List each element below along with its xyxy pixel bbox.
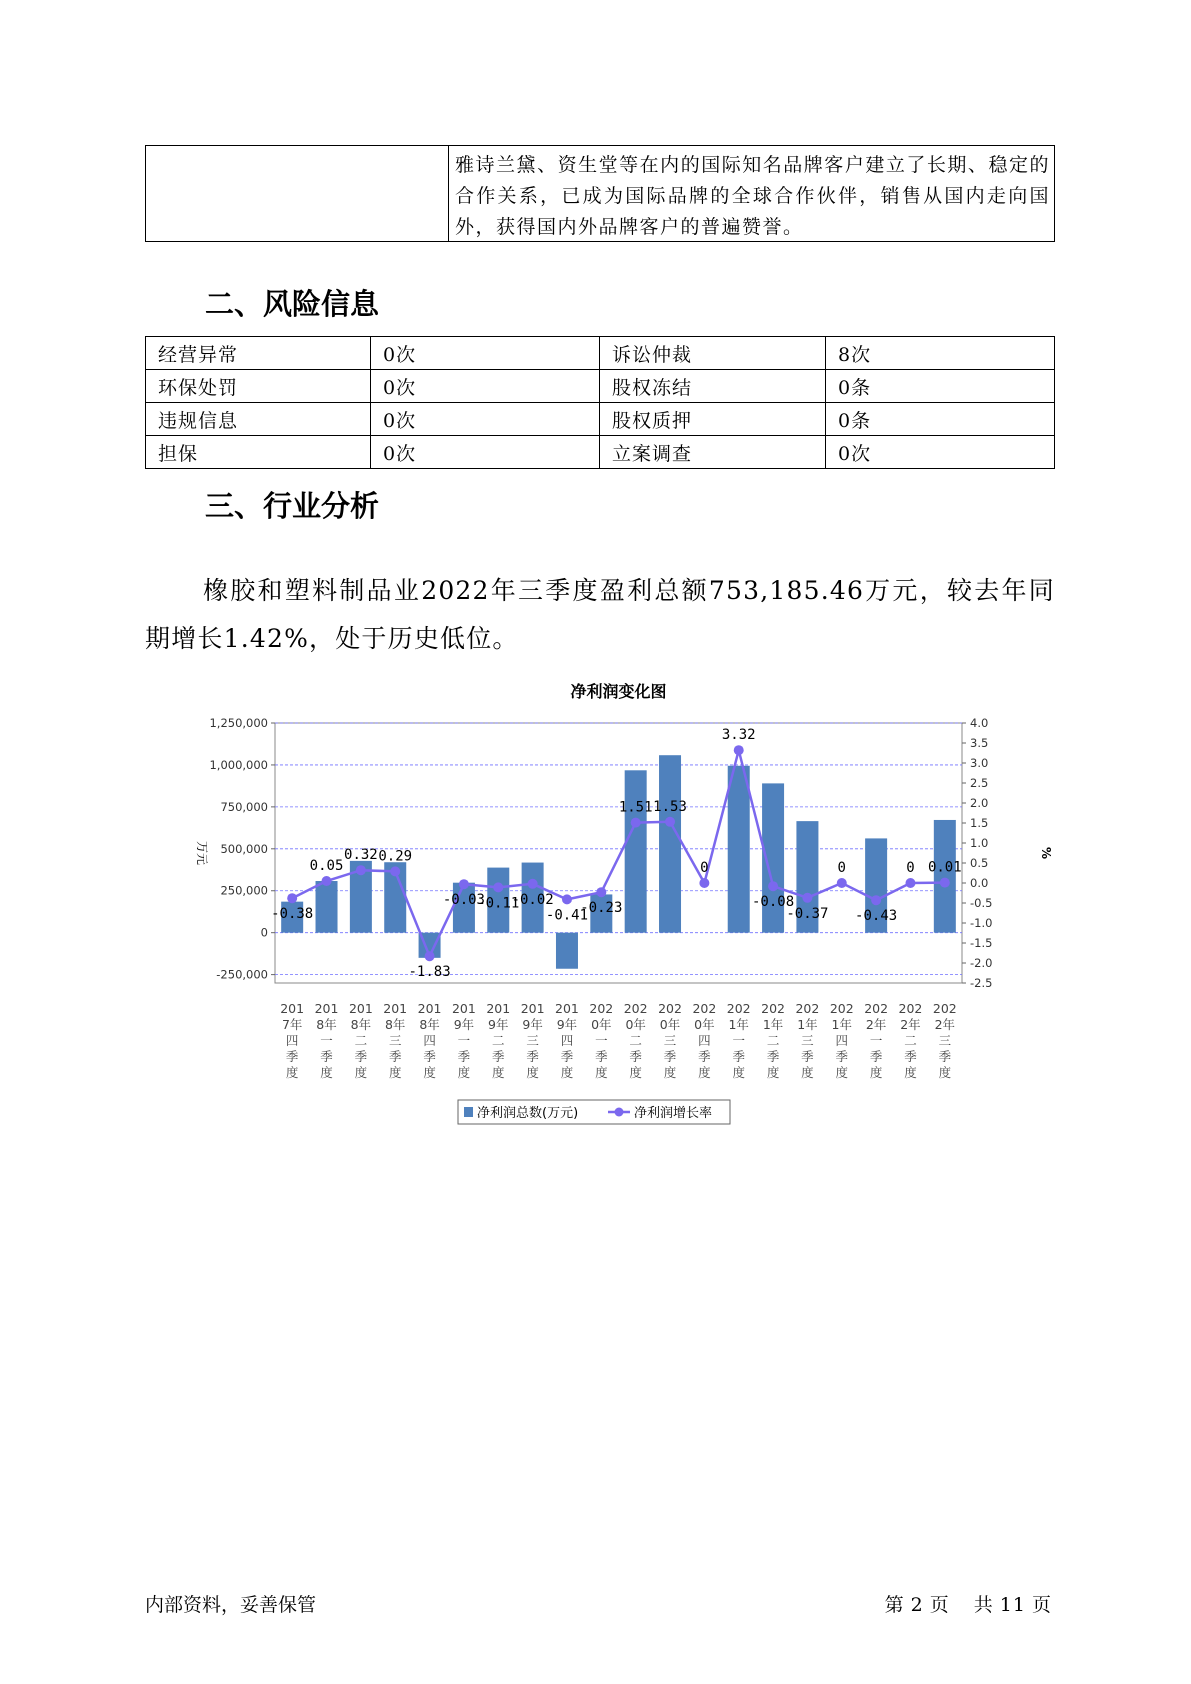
x-tick-label: 季 <box>526 1049 539 1064</box>
industry-analysis-paragraph: 橡胶和塑料制品业2022年三季度盈利总额753,185.46万元，较去年同期增长1.42%，处于历史低位。 <box>145 576 1055 653</box>
x-tick-label: 1年 <box>797 1017 818 1032</box>
risk-item-value: 0次 <box>826 436 1055 469</box>
data-label: -0.02 <box>511 891 554 908</box>
chart-title: 净利润变化图 <box>570 682 667 701</box>
x-tick-label: 201 <box>348 1001 373 1016</box>
right-tick-label: -1.0 <box>970 916 993 930</box>
risk-table-row <box>146 370 1055 403</box>
right-tick-label: 0.5 <box>970 856 989 870</box>
x-tick-label: 季 <box>388 1049 402 1064</box>
risk-item-value: 0条 <box>826 370 1055 403</box>
x-tick-label: 1年 <box>762 1017 784 1032</box>
continued-table-right-cell: 雅诗兰黛、资生堂等在内的国际知名品牌客户建立了长期、稳定的合作关系，已成为国际品牌的全球合作伙伴，销售从国内走向国外，获得国内外品牌客户的普遍赞誉。 <box>455 154 1050 238</box>
legend-line-label: 净利润增长率 <box>634 1106 713 1121</box>
data-label: 0 <box>700 860 709 876</box>
x-tick-label: 季 <box>492 1049 505 1064</box>
growth-rate-point <box>322 876 332 886</box>
x-tick-label: 201 <box>555 1001 579 1016</box>
x-tick-label: 度 <box>492 1065 505 1080</box>
growth-rate-point <box>905 878 915 888</box>
risk-table-row <box>146 436 1055 469</box>
data-label: 0 <box>906 860 915 876</box>
x-tick-label: 度 <box>320 1065 333 1080</box>
x-tick-label: 二 <box>492 1033 505 1048</box>
data-label: 0 <box>837 860 846 876</box>
x-tick-label: 季 <box>766 1049 780 1064</box>
risk-item-label: 股权质押 <box>600 403 826 436</box>
x-tick-label: 0年 <box>591 1017 612 1032</box>
growth-rate-point <box>493 882 503 892</box>
x-tick-label: 202 <box>898 1001 923 1016</box>
x-tick-label: 季 <box>732 1049 745 1064</box>
x-tick-label: 7年 <box>281 1017 303 1032</box>
growth-rate-point <box>940 878 950 888</box>
x-tick-label: 201 <box>314 1001 339 1016</box>
x-tick-label: 一 <box>732 1033 745 1048</box>
continued-table-left-cell <box>146 146 449 241</box>
x-tick-label: 201 <box>383 1001 408 1016</box>
x-tick-label: 季 <box>354 1049 368 1064</box>
right-tick-label: 2.0 <box>970 796 989 810</box>
risk-table-row <box>146 403 1055 436</box>
x-tick-label: 三 <box>938 1033 952 1048</box>
x-tick-label: 度 <box>595 1065 608 1080</box>
risk-item-label: 股权冻结 <box>600 370 826 403</box>
x-tick-label: 8年 <box>316 1017 337 1032</box>
x-tick-label: 202 <box>761 1001 786 1016</box>
x-tick-label: 202 <box>623 1001 648 1016</box>
x-tick-label: 201 <box>451 1001 476 1016</box>
data-label: 3.32 <box>721 727 756 744</box>
x-tick-label: 季 <box>457 1049 471 1064</box>
right-tick-label: 1.5 <box>970 816 989 830</box>
left-tick-label: 1,250,000 <box>209 716 268 730</box>
x-tick-label: 一 <box>869 1033 883 1048</box>
growth-rate-point <box>665 817 675 827</box>
left-tick-label: 250,000 <box>220 883 268 898</box>
x-tick-label: 季 <box>904 1049 917 1064</box>
x-tick-label: 度 <box>457 1065 471 1080</box>
page-prefix: 第 <box>884 1594 905 1616</box>
data-label: 0.05 <box>309 858 344 874</box>
x-tick-label: 度 <box>869 1065 883 1080</box>
x-tick-label: 季 <box>560 1049 574 1064</box>
data-label: -0.43 <box>855 908 898 925</box>
data-label: 1.51 <box>618 799 653 816</box>
total-num: 11 <box>999 1594 1026 1616</box>
x-tick-label: 四 <box>560 1033 574 1048</box>
x-tick-label: 度 <box>938 1065 952 1080</box>
risk-table-row <box>146 337 1055 370</box>
right-tick-label: 0.0 <box>970 876 989 890</box>
x-tick-label: 9年 <box>453 1017 475 1032</box>
right-tick-label: -1.5 <box>970 936 993 950</box>
x-tick-label: 度 <box>835 1065 849 1080</box>
data-label: -0.38 <box>271 906 314 923</box>
x-tick-label: 四 <box>285 1033 299 1048</box>
x-tick-label: 季 <box>698 1049 711 1064</box>
x-tick-label: 季 <box>285 1049 299 1064</box>
data-label: -0.23 <box>580 900 623 917</box>
risk-item-value: 0次 <box>371 436 600 469</box>
growth-rate-point <box>356 865 366 875</box>
x-tick-label: 度 <box>698 1065 711 1080</box>
right-tick-label: -0.5 <box>970 896 993 910</box>
x-tick-label: 四 <box>835 1033 849 1048</box>
growth-rate-point <box>528 879 538 889</box>
growth-rate-point <box>425 951 435 961</box>
right-tick-label: -2.0 <box>970 956 993 970</box>
x-tick-label: 三 <box>801 1033 814 1048</box>
x-tick-label: 202 <box>795 1001 820 1016</box>
x-tick-label: 201 <box>417 1001 442 1016</box>
x-tick-label: 度 <box>285 1065 299 1080</box>
data-label: -0.08 <box>751 894 795 911</box>
x-tick-label: 9年 <box>556 1017 578 1032</box>
data-label: 0.29 <box>378 848 413 865</box>
risk-item-value: 8次 <box>826 337 1055 370</box>
x-tick-label: 度 <box>904 1065 917 1080</box>
x-tick-label: 一 <box>457 1033 471 1048</box>
risk-item-value: 0次 <box>371 337 600 370</box>
page-num: 2 <box>910 1594 924 1616</box>
net-profit-chart <box>180 680 1060 1170</box>
x-tick-label: 201 <box>520 1001 545 1016</box>
data-label: -0.41 <box>545 907 589 924</box>
risk-item-label: 诉讼仲裁 <box>600 337 826 370</box>
growth-rate-point <box>802 893 812 903</box>
x-tick-label: 度 <box>354 1065 368 1080</box>
left-tick-label: 1,000,000 <box>209 757 268 772</box>
x-tick-label: 1年 <box>728 1017 749 1032</box>
continued-table <box>145 145 1055 242</box>
risk-item-value: 0条 <box>826 403 1055 436</box>
right-tick-label: 1.0 <box>970 836 989 850</box>
x-tick-label: 202 <box>658 1001 682 1016</box>
industry-section-title: 三、行业分析 <box>205 489 380 523</box>
x-tick-label: 8年 <box>350 1017 372 1032</box>
x-tick-label: 季 <box>320 1049 333 1064</box>
left-axis-title: 万元 <box>195 840 209 866</box>
growth-rate-point <box>562 894 572 904</box>
x-tick-label: 三 <box>663 1033 677 1048</box>
risk-item-value: 0次 <box>371 370 600 403</box>
x-tick-label: 202 <box>829 1001 854 1016</box>
x-tick-label: 9年 <box>488 1017 509 1032</box>
data-label: -0.03 <box>442 892 486 909</box>
bar <box>316 881 338 933</box>
growth-rate-point <box>631 818 641 828</box>
x-tick-label: 季 <box>595 1049 608 1064</box>
x-tick-label: 202 <box>692 1001 717 1016</box>
legend-bar-label: 净利润总数(万元) <box>477 1106 579 1121</box>
total-prefix: 共 <box>973 1594 994 1616</box>
x-tick-label: 度 <box>423 1065 436 1080</box>
x-tick-label: 1年 <box>831 1017 853 1032</box>
right-tick-label: 2.5 <box>970 776 989 790</box>
page-unit: 页 <box>929 1594 950 1616</box>
growth-rate-point <box>459 879 469 889</box>
x-tick-label: 度 <box>388 1065 402 1080</box>
data-label: 1.53 <box>653 798 687 815</box>
x-tick-label: 四 <box>698 1033 711 1048</box>
risk-item-label: 经营异常 <box>146 337 371 370</box>
x-tick-label: 季 <box>938 1049 952 1064</box>
x-tick-label: 二 <box>629 1033 642 1048</box>
data-label: -0.11 <box>477 895 520 912</box>
x-tick-label: 度 <box>629 1065 642 1080</box>
x-tick-label: 度 <box>663 1065 677 1080</box>
x-tick-label: 8年 <box>419 1017 440 1032</box>
x-tick-label: 9年 <box>522 1017 543 1032</box>
bar <box>625 770 647 932</box>
x-tick-label: 四 <box>423 1033 436 1048</box>
left-tick-label: 0 <box>260 925 268 940</box>
x-tick-label: 二 <box>904 1033 917 1048</box>
x-tick-label: 季 <box>423 1049 436 1064</box>
x-tick-label: 三 <box>526 1033 539 1048</box>
x-tick-label: 一 <box>595 1033 608 1048</box>
x-tick-label: 2年 <box>934 1017 956 1032</box>
x-tick-label: 0年 <box>694 1017 715 1032</box>
growth-rate-point <box>390 866 400 876</box>
data-label: -0.37 <box>786 905 829 922</box>
risk-section-title: 二、风险信息 <box>205 287 380 321</box>
data-label: 0.01 <box>927 859 962 876</box>
x-tick-label: 度 <box>801 1065 814 1080</box>
left-tick-label: -250,000 <box>216 967 268 982</box>
right-tick-label: -2.5 <box>970 976 993 990</box>
growth-rate-point <box>734 745 744 755</box>
x-tick-label: 202 <box>589 1001 614 1016</box>
left-tick-label: 750,000 <box>220 799 268 814</box>
x-tick-label: 201 <box>486 1001 511 1016</box>
x-tick-label: 8年 <box>384 1017 406 1032</box>
x-tick-label: 季 <box>629 1049 642 1064</box>
x-tick-label: 2年 <box>865 1017 887 1032</box>
growth-rate-point <box>596 887 606 897</box>
growth-rate-point <box>768 881 778 891</box>
x-tick-label: 一 <box>320 1033 333 1048</box>
x-tick-label: 季 <box>835 1049 849 1064</box>
growth-rate-point <box>699 878 709 888</box>
left-tick-label: 500,000 <box>220 841 268 856</box>
footer-page-number <box>882 1590 1055 1617</box>
footer-confidential-note: 内部资料，妥善保管 <box>145 1594 317 1616</box>
risk-info-table <box>145 336 1055 469</box>
x-tick-label: 度 <box>732 1065 745 1080</box>
x-tick-label: 202 <box>864 1001 889 1016</box>
legend-line-marker <box>615 1108 624 1117</box>
bar <box>728 766 750 933</box>
growth-rate-point <box>837 878 847 888</box>
growth-rate-point <box>287 893 297 903</box>
risk-item-label: 立案调查 <box>600 436 826 469</box>
risk-item-label: 违规信息 <box>146 403 371 436</box>
x-tick-label: 0年 <box>625 1017 646 1032</box>
x-tick-label: 季 <box>869 1049 883 1064</box>
x-tick-label: 三 <box>388 1033 402 1048</box>
x-tick-label: 度 <box>560 1065 574 1080</box>
risk-item-label: 担保 <box>146 436 371 469</box>
right-tick-label: 3.5 <box>970 736 989 750</box>
x-tick-label: 202 <box>932 1001 957 1016</box>
x-tick-label: 0年 <box>659 1017 681 1032</box>
bar <box>934 820 956 933</box>
legend-bar-swatch <box>464 1107 473 1117</box>
x-tick-label: 季 <box>801 1049 814 1064</box>
x-tick-label: 度 <box>526 1065 539 1080</box>
risk-item-value: 0次 <box>371 403 600 436</box>
right-axis-title: % <box>1039 846 1053 860</box>
x-tick-label: 度 <box>766 1065 780 1080</box>
x-tick-label: 二 <box>766 1033 780 1048</box>
growth-rate-point <box>871 895 881 905</box>
bar <box>556 933 578 969</box>
bar <box>659 755 681 932</box>
data-label: 0.32 <box>344 847 378 864</box>
x-tick-label: 201 <box>280 1001 305 1016</box>
x-tick-label: 202 <box>726 1001 751 1016</box>
x-tick-label: 季 <box>663 1049 677 1064</box>
data-label: -1.83 <box>408 964 451 981</box>
x-tick-label: 2年 <box>900 1017 921 1032</box>
total-unit: 页 <box>1031 1594 1052 1616</box>
right-tick-label: 3.0 <box>970 756 989 770</box>
x-tick-label: 二 <box>354 1033 368 1048</box>
risk-item-label: 环保处罚 <box>146 370 371 403</box>
right-tick-label: 4.0 <box>970 716 989 730</box>
